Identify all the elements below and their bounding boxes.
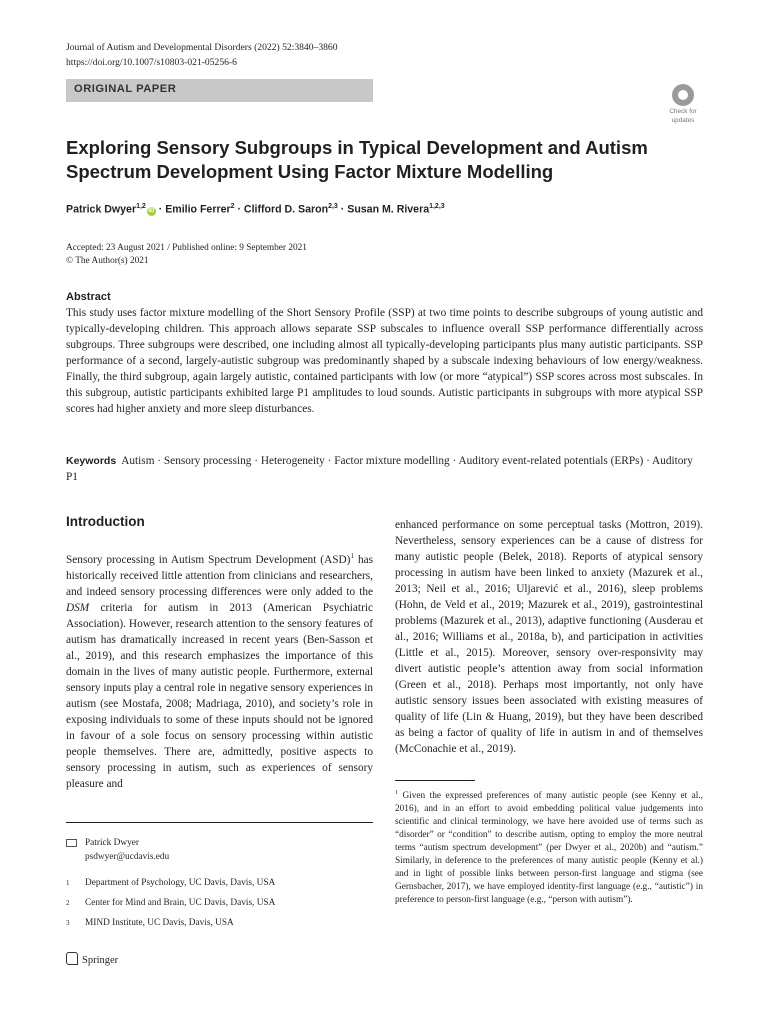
affiliation-mark: 3: [66, 919, 70, 927]
affiliation-mark: 2: [66, 899, 70, 907]
springer-horse-icon: [66, 952, 78, 965]
envelope-icon: [66, 839, 77, 847]
author-separator: ·: [337, 203, 348, 216]
author-affiliation-marks: 1,2: [136, 203, 146, 210]
journal-line: Journal of Autism and Developmental Disorders (2022) 52:3840–3860: [66, 42, 338, 53]
title-line1: Exploring Sensory Subgroups in Typical Development and Autism: [66, 137, 648, 158]
author-name[interactable]: Susan M. Rivera: [347, 203, 430, 216]
intro-text: has historically received little attention from clinicians and researchers, and indeed sensory processing differences were only added to the: [66, 553, 373, 598]
accepted-published: Accepted: 23 August 2021 / Published online: 9 September 2021: [66, 243, 307, 253]
author-name[interactable]: Patrick Dwyer: [66, 203, 137, 216]
article-title: [66, 136, 686, 183]
footnote-mark: 1: [395, 790, 398, 796]
intro-text: Sensory processing in Autism Spectrum Development (ASD): [66, 553, 351, 566]
author-separator: ·: [234, 203, 244, 216]
affiliation-text: Department of Psychology, UC Davis, Davis, USA: [85, 878, 276, 888]
author-affiliation-marks: 2,3: [328, 203, 338, 210]
footnote: [395, 787, 703, 907]
keywords-label: Keywords: [66, 455, 117, 467]
check-for-updates-badge[interactable]: [664, 84, 702, 124]
footnote-marker[interactable]: 1: [350, 552, 354, 560]
introduction-column-left: [66, 548, 373, 792]
copyright: © The Author(s) 2021: [66, 256, 149, 266]
intro-text: criteria for autism in 2013 (American Psychiatric Association). However, research attention to the sensory features of autism has dramatically increased in recent years (Ben-Sasson et al., 2019), and this research emphasizes the importance of this domain in the lives of many autistic people. Furthermore, external sensory inputs play a central role in negative sensory experiences in autism (see Mostafa, 2008; Madriaga, 2010), and society’s role in exposing individuals to some of these inputs should not be ignored in favour of a sole focus on sensory processing within autistic people themselves. There are, admittedly, positive aspects to sensory processing in autism, such as experiences of sensory pleasure and: [66, 601, 373, 790]
dsm-term: DSM: [66, 601, 90, 614]
orcid-icon[interactable]: iD: [148, 207, 155, 214]
affiliation-text: Center for Mind and Brain, UC Davis, Davis, USA: [85, 898, 276, 908]
publication-dates: [66, 242, 307, 268]
affiliation-mark: 1: [66, 879, 70, 887]
article-type-banner: [66, 79, 373, 102]
correspondence-email[interactable]: psdwyer@ucdavis.edu: [85, 852, 170, 862]
doi-link[interactable]: https://doi.org/10.1007/s10803-021-05256-6: [66, 56, 237, 68]
affiliation-text: MIND Institute, UC Davis, Davis, USA: [85, 918, 234, 928]
check-for-updates-icon: [672, 84, 694, 106]
correspondence-name: Patrick Dwyer: [85, 838, 139, 848]
author-separator: ·: [155, 203, 166, 216]
badge-line2: updates: [671, 117, 695, 124]
journal-citation: [66, 41, 338, 70]
author-name[interactable]: Emilio Ferrer: [165, 203, 231, 216]
abstract-text: This study uses factor mixture modelling of the Short Sensory Profile (SSP) at two time points to describe subgroups of young autistic and typically-developing children. This approach allows separate SSP subscales to influence overall SSP performance differentially across subgroups. Three subgroups were described, one including almost all typically-developing participants plus many autistic participants. SSP performance of a second, largely-autistic subgroup was predominantly shaped by a subscale indexing behaviours of low energy/weakness. Finally, the third subgroup, again largely autistic, contained participants with low (or more “atypical”) SSP scores across most subscales. In this subgroup, autistic participants exhibited large P1 amplitudes to loud sounds. Autistic participants in subgroups with more atypical SSP scores had higher anxiety and more sleep disturbances.: [66, 307, 703, 415]
affiliation-divider: [66, 822, 373, 823]
author-name[interactable]: Clifford D. Saron: [243, 203, 329, 216]
title-line2: Spectrum Development Using Factor Mixture Modelling: [66, 160, 554, 182]
badge-line1: Check for: [669, 108, 697, 115]
introduction-column-right: enhanced performance on some perceptual tasks (Mottron, 2019). Nevertheless, sensory experiences can be a cause of distress for many autistic people (Belek, 2018). Reports of atypical sensory processing in autism have been linked to anxiety (Mazurek et al., 2013; Neil et al., 2016; Uljarević et al., 2016), sleep problems (Hohn, de Veld et al., 2019; Mazurek et al., 2019), gastrointestinal problems (Mazurek et al., 2013), adaptive functioning (Ausderau et al., 2016; Williams et al., 2018a, b), and participation in activities (Little et al., 2015). Moreover, sensory over-responsivity may divert autistic people’s attention away from social information (Green et al., 2018). Perhaps most importantly, not only have autistic sensory issues been associated with existing measures of quality of life (Lin & Huang, 2019), but they have been described as being a factor of quality of life in autism in and of themselves (McConachie et al., 2019).: [395, 519, 703, 755]
author-affiliation-marks: 2: [230, 203, 235, 210]
footnote-divider: [395, 780, 475, 781]
abstract-heading: Abstract: [66, 291, 111, 303]
keywords-list: Autism · Sensory processing · Heterogeneity · Factor mixture modelling · Auditory event-related potentials (ERPs) · Auditory P1: [66, 455, 693, 483]
footnote-text: Given the expressed preferences of many autistic people (see Kenny et al., 2016), and in an effort to avoid embedding political value judgements into scientific and clinical terminology, we have here avoided use of terms such as “disorder” or “condition” to describe autism, opting to employ the more neutral terms “autism spectrum development” (per Dwyer et al., 2020b) and “autism.” Similarly, in deference to the preferences of many autistic people (Kenny et al.) and in light of possible links between person-first language and stigma (see Gernsbacher, 2017), we have employed identity-first language (e.g., “autistic”) in preference to person-first language (e.g., “person with autism”).: [395, 791, 703, 906]
author-affiliation-marks: 1,2,3: [429, 203, 445, 210]
article-type-label: ORIGINAL PAPER: [74, 83, 177, 95]
author-list: [66, 203, 445, 216]
publisher-logo: [66, 952, 118, 966]
introduction-heading: Introduction: [66, 514, 145, 529]
keywords: [66, 454, 703, 485]
publisher-name: Springer: [82, 955, 119, 966]
